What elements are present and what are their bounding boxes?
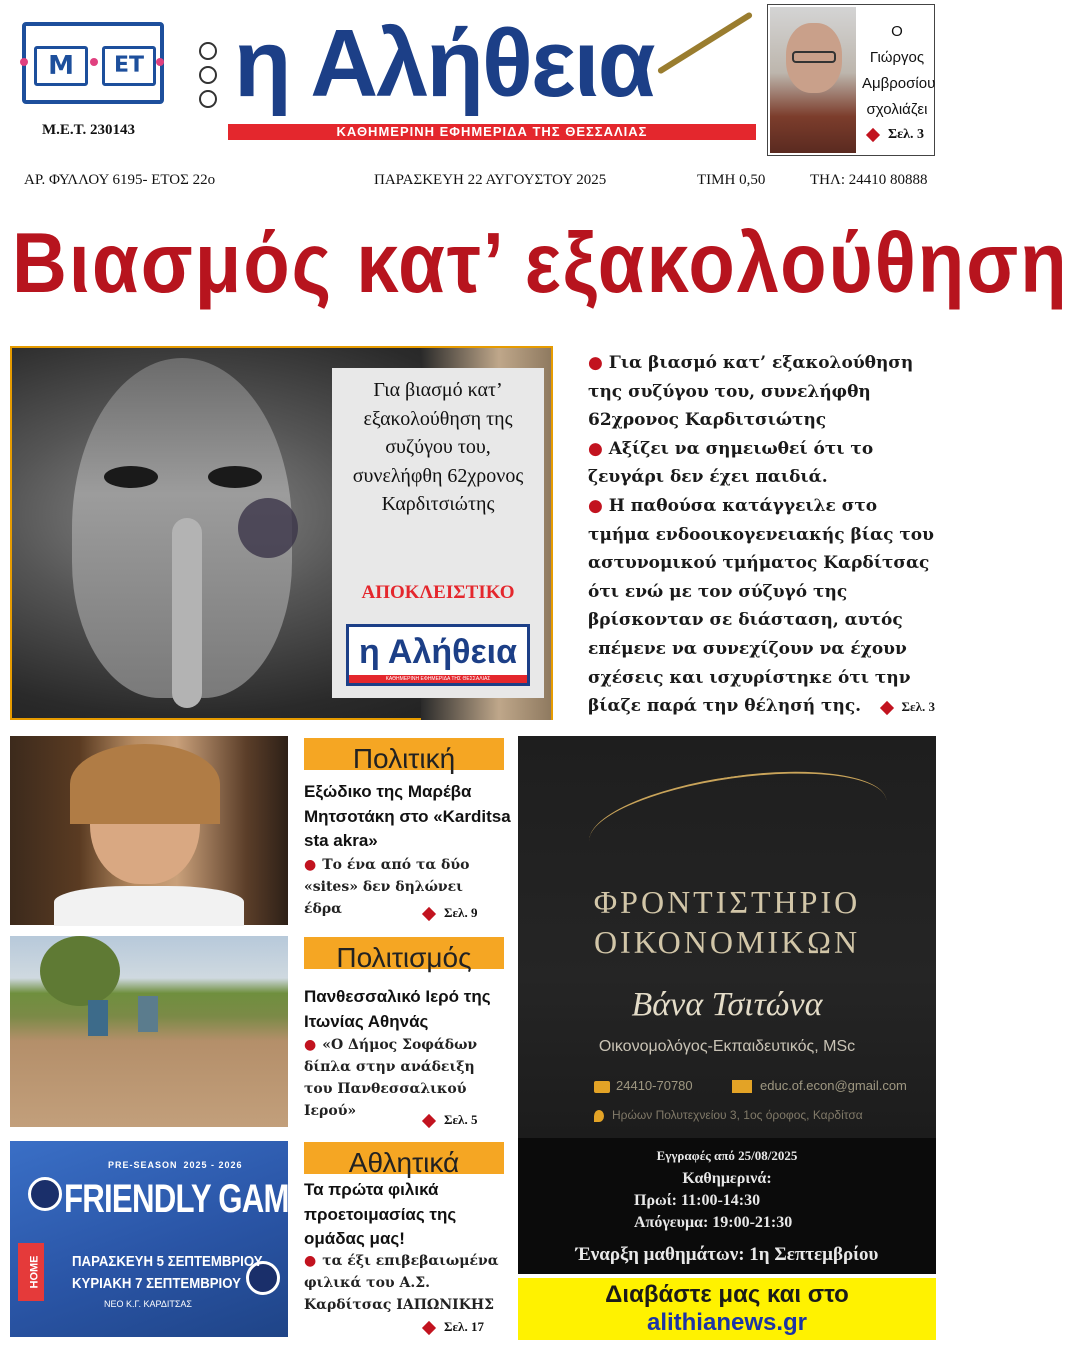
commentator-name: Ο Γιώργος Αμβροσίου σχολιάζει [862,23,936,118]
story-title-culture[interactable]: Πανθεσσαλικό Ιερό της Ιτωνίας Αθηνάς [304,987,491,1031]
story-page-ref: Σελ. 9 [424,905,477,921]
poster-pre-season: PRE-SEASON 2025 - 2026 [108,1160,243,1170]
lead-photo-caption: Για βιασμό κατ’ εξακολούθηση της συζύγου του, συνελήφθη 62χρονος Καρδιτσιώτης [352,379,524,515]
lead-story-photo[interactable] [10,346,553,720]
issue-number: ΑΡ. ΦΥΛΛΟΥ 6195- ΕΤΟΣ 22ο [24,172,216,188]
culture-photo[interactable] [10,936,288,1127]
mural-eye [104,466,158,488]
met-logo-dot [20,58,28,66]
website-link[interactable]: alithianews.gr [646,1309,808,1336]
website-promo[interactable] [518,1278,936,1340]
advert-school-name: ΦΡΟΝΤΙΣΤΗΡΙΟ ΟΙΚΟΝΟΜΙΚΩΝ [593,884,861,960]
poster-home-label: HOME [18,1243,44,1301]
lead-photo-caption-box [332,368,544,698]
team-crest-icon [28,1177,62,1211]
advert-role: Οικονομολόγος-Εκπαιδευτικός, MSc [598,1038,856,1055]
mini-logo-title: η Αλήθεια [358,633,518,671]
bullet-icon: ● [588,438,603,459]
location-icon [594,1110,604,1122]
story-sub-politics: ● Το ένα από τα δύο «sites» δεν δηλώνει έδρα [304,857,470,917]
exclusive-label: ΑΠΟΚΛΕΙΣΤΙΚΟ [361,582,515,603]
certification-stamps [199,42,219,132]
advert-phone: 24410-70780 [594,1078,693,1093]
story-title-sports[interactable]: Τα πρώτα φιλικά προετοιμασίας της ομάδας μας! [304,1180,457,1249]
advert-registrations: Εγγραφές από 25/08/2025 [656,1148,798,1163]
main-headline[interactable]: Βιασμός κατ’ εξακολούθηση [12,215,1069,312]
diamond-icon [422,907,436,921]
commentator-page-ref: Σελ. 3 [868,127,924,143]
diamond-icon [879,701,893,715]
poster-friendly-games: FRIENDLY GAMES [64,1177,329,1221]
story-page-ref: Σελ. 5 [424,1112,477,1128]
issue-price: ΤΙΜΗ 0,50 [697,172,766,188]
politics-photo[interactable] [10,736,288,925]
section-tag-culture: Πολιτισμός [304,937,504,969]
bullet-icon: ● [588,495,603,516]
met-logo-m: Μ [34,46,88,86]
advert-morning: Πρωί: 11:00-14:30 [634,1192,761,1209]
friendly-games-poster[interactable] [10,1141,329,1337]
diamond-icon [422,1321,436,1335]
contact-phone: ΤΗΛ: 24410 80888 [810,172,928,188]
advert-swoosh [583,756,893,887]
met-logo [22,22,164,104]
lead-bullet: ● Η παθούσα κατάγγειλε στο τμήμα ενδοοικογενειακής βίας του αστυνομικού τμήματος Καρδίτσας ότι ενώ με τον σύζυγό της βρίσκονταν σε διάσταση, αυτός επέμενε να συνεχίζουν να έχουν σχέσεις και ισχυρίστηκε ότι την βίαζε παρά την θέλησή της. Σελ. 3 [588,495,935,717]
advert-address: Ηρώων Πολυτεχνείου 3, 1ος όροφος, Καρδίτσα [594,1108,863,1122]
photo-tree [40,936,120,1006]
mail-icon [732,1080,752,1093]
advert-afternoon: Απόγευμα: 19:00-21:30 [634,1214,793,1231]
section-tag-politics: Πολιτική [304,738,504,770]
mural-bruise [238,498,298,558]
photo-top [54,886,244,926]
mural-finger [172,518,202,708]
met-logo-dot [90,58,98,66]
met-code: Μ.Ε.Τ. 230143 [42,122,136,138]
photo-person [88,1000,108,1036]
bullet-icon: ● [304,1253,317,1269]
newspaper-tagline: ΚΑΘΗΜΕΡΙΝΗ ΕΦΗΜΕΡΙΔΑ ΤΗΣ ΘΕΣΣΑΛΙΑΣ [228,124,756,140]
story-sub-culture: ● «Ο Δήμος Σοφάδων δίπλα στην ανάδειξη του Πανθεσσαλικού Ιερού» [304,1037,478,1119]
commentator-glasses [792,51,836,63]
section-tag-sports: Αθλητικά [304,1142,504,1174]
phone-icon [594,1081,610,1093]
photo-hair [70,744,220,824]
advert-top [518,736,936,1138]
stamp-icon [199,42,217,60]
stamp-icon [199,66,217,84]
commentator-photo [770,7,856,153]
mini-logo-tagline: ΚΑΘΗΜΕΡΙΝΗ ΕΦΗΜΕΡΙΔΑ ΤΗΣ ΘΕΣΣΑΛΙΑΣ [349,675,527,683]
mural-eye [208,466,262,488]
issue-date: ΠΑΡΑΣΚΕΥΗ 22 ΑΥΓΟΥΣΤΟΥ 2025 [374,172,607,188]
lead-page-ref: Σελ. 3 [867,699,935,714]
poster-date-2: ΚΥΡΙΑΚΗ 7 ΣΕΠΤΕΜΒΡΙΟΥ [72,1275,241,1292]
lead-bullet: ● Αξίζει να σημειωθεί ότι το ζευγάρι δεν έχει παιδιά. [588,438,874,488]
lead-bullet: ● Για βιασμό κατ’ εξακολούθηση της συζύγου του, συνελήφθη 62χρονος Καρδιτσιώτης [588,353,914,431]
story-page-ref: Σελ. 17 [424,1319,484,1335]
bullet-icon: ● [304,1037,317,1053]
advert-email: educ.of.econ@gmail.com [732,1078,907,1093]
advert-daily: Καθημερινά: [682,1170,772,1187]
website-promo-text: Διαβάστε μας και στο [605,1281,849,1308]
poster-years: 2025 - 2026 [183,1160,243,1170]
tutoring-advert[interactable] [518,736,936,1274]
lead-story-text[interactable] [588,349,938,721]
bullet-icon: ● [588,353,603,373]
story-title-politics[interactable]: Εξώδικο της Μαρέβα Μητσοτάκη στο «Karditsa sta akra» [304,782,511,851]
advert-teacher: Βάνα Τσιτώνα [631,986,823,1023]
diamond-icon [866,128,880,142]
commentator-box[interactable] [767,4,935,156]
advert-start: Έναρξη μαθημάτων: 1η Σεπτεμβρίου [575,1244,879,1265]
diamond-icon [422,1114,436,1128]
met-logo-dot [156,58,164,66]
story-sub-sports: ● τα έξι επιβεβαιωμένα φιλικά του Α.Σ. Καρδίτσας ΙΑΠΩΝΙΚΗΣ [304,1253,499,1313]
advert-schedule [518,1138,936,1274]
stamp-icon [199,90,217,108]
poster-date-1: ΠΑΡΑΣΚΕΥΗ 5 ΣΕΠΤΕΜΒΡΙΟΥ [72,1253,263,1270]
newspaper-title[interactable]: η Αλήθεια [234,10,654,117]
met-logo-et: ΕΤ [102,46,156,86]
bullet-icon: ● [304,857,317,873]
poster-venue: ΝΕΟ Κ.Γ. ΚΑΡΔΙΤΣΑΣ [104,1299,192,1309]
photo-person [138,996,158,1032]
mini-logo [346,624,530,686]
